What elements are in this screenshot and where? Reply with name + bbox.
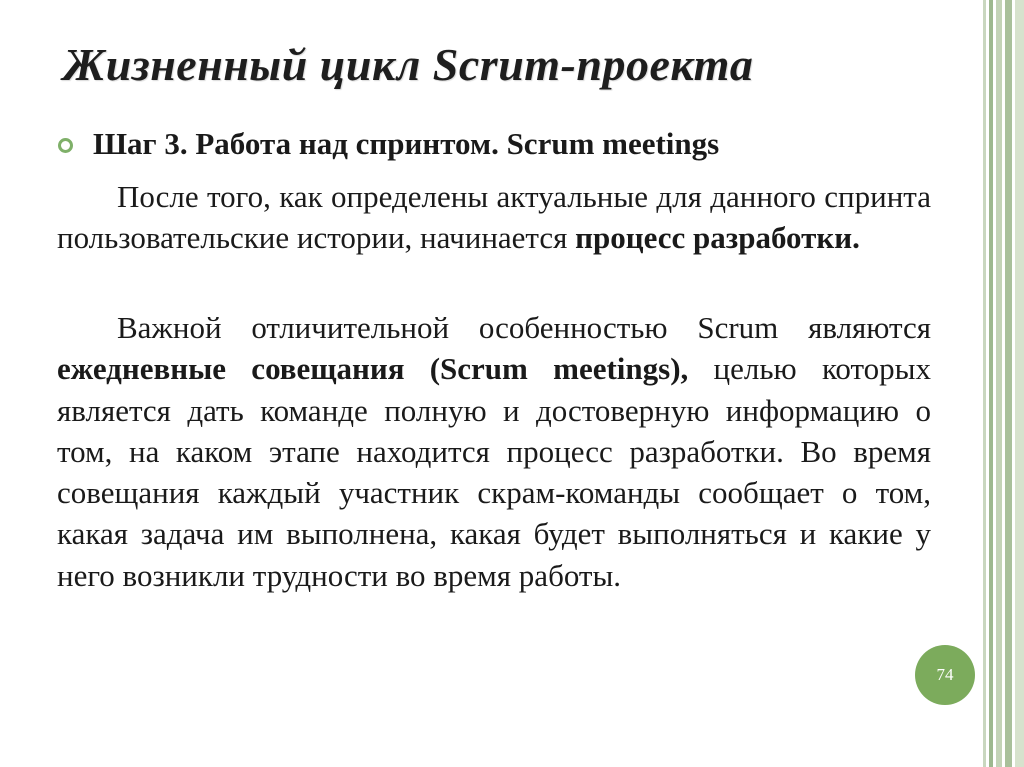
paragraph-2 — [57, 307, 931, 596]
slide-title: Жизненный цикл Scrum-проекта — [63, 39, 754, 90]
paragraph-1-bold: процесс разработки. — [575, 220, 860, 256]
page-number-badge — [915, 645, 975, 705]
paragraph-2-text-a: Важной отличительной особенностью Scrum являются — [117, 310, 931, 345]
page-number: 74 — [936, 665, 954, 684]
paragraph-2-text-b: целью которых является дать команде полную и достоверную информацию о том, на каком этапе находится процесс разработки. Во время совещания каждый участник скрам-команды сообщает о том, какая задача им выполнена, какая будет выполняться и какие у него возникли трудности во время работы. — [57, 351, 931, 593]
bullet-circle-icon — [58, 138, 73, 153]
paragraph-1-text: После того, как определены актуальные для данного спринта пользовательские истории, начинается — [57, 179, 931, 256]
paragraph-1 — [57, 176, 931, 259]
step-heading: Шаг 3. Работа над спринтом. Scrum meetings — [93, 126, 720, 161]
decorative-stripes — [978, 0, 1024, 767]
paragraph-2-bold: ежедневные совещания (Scrum meetings), — [57, 351, 689, 387]
